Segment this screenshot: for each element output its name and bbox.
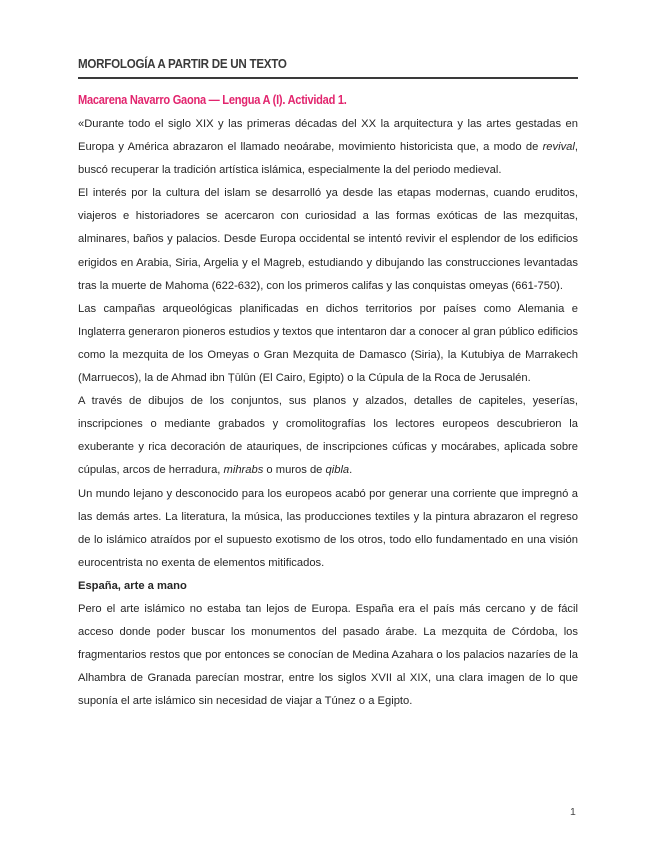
paragraph-6: Pero el arte islámico no estaba tan lejos de Europa. España era el país más cercano y de fácil acceso donde poder buscar los monumentos del pasado árabe. La mezquita de Córdoba, los fragmentarios restos que por entonces se conocían de Medina Azahara o los palacios nazaríes de la Alhambra de Granada parecían mostrar, entre los siglos XVII al XIX, una clara imagen de lo que suponía el arte islámico sin necesidad de viajar a Túnez o a Egipto. bbox=[78, 602, 578, 708]
paragraph-3: Las campañas arqueológicas planificadas en dichos territorios por países como Alemania e Inglaterra generaron pioneros estudios y textos que intentaron dar a conocer al gran público edificios como la mezquita de los Omeyas o Gran Mezquita de Damasco (Siria), la Kutubiya de Marrakech (Marruecos), la de Ahmad ibn Ṭūlūn (El Cairo, Egipto) o la Cúpula de la Roca de Jerusalén. bbox=[78, 302, 578, 385]
paragraph-1-text-b: , buscó recuperar la tradición artística islámica, especialmente la del periodo medieval. bbox=[78, 141, 578, 177]
author-subtitle: Macarena Navarro Gaona — Lengua A (I). Actividad 1. bbox=[78, 93, 347, 107]
document-title: MORFOLOGÍA A PARTIR DE UN TEXTO bbox=[78, 56, 287, 71]
section-heading: España, arte a mano bbox=[78, 579, 187, 592]
page-number: 1 bbox=[570, 806, 576, 818]
paragraph-1 bbox=[78, 113, 578, 182]
paragraph-4-text-a: A través de dibujos de los conjuntos, sus planos y alzados, detalles de capiteles, yeserías, inscripciones o mediante grabados y cromolitografías los lectores europeos descubrieron la exuberante y rica decoración de atauriques, de inscripciones cúficas y mocárabes, aplicada sobre cúpulas, arcos de herradura, bbox=[78, 395, 578, 477]
paragraph-2: El interés por la cultura del islam se desarrolló ya desde las etapas modernas, cuando eruditos, viajeros e historiadores se acercaron con curiosidad a las formas exóticas de las mezquitas, alminares, baños y palacios. Desde Europa occidental se intentó revivir el esplendor de los edificios erigidos en Arabia, Siria, Argelia y el Magreb, estudiando y dibujando las construcciones levantadas tras la muerte de Mahoma (622-632), con los primeros califas y las conquistas omeyas (661-750). bbox=[78, 187, 578, 292]
paragraph-4 bbox=[78, 390, 578, 482]
document-body bbox=[78, 113, 578, 713]
italic-term-revival: revival bbox=[542, 141, 575, 154]
italic-term-qibla: qibla bbox=[325, 464, 350, 477]
paragraph-4-text-c: . bbox=[349, 464, 353, 477]
paragraph-1-text-a: «Durante todo el siglo XIX y las primeras décadas del XX la arquitectura y las artes gestadas en Europa y América abrazaron el llamado neoárabe, movimiento historicista que, a modo de bbox=[78, 118, 578, 154]
italic-term-mihrabs: mihrabs bbox=[223, 464, 264, 477]
paragraph-4-text-b: o muros de bbox=[263, 464, 326, 477]
title-underline-divider bbox=[78, 77, 578, 79]
paragraph-5: Un mundo lejano y desconocido para los europeos acabó por generar una corriente que impregnó a las demás artes. La literatura, la música, las producciones textiles y la pintura abrazaron el regreso de lo islámico atraídos por el supuesto exotismo de los otros, todo ello fundamentado en una visión eurocentrista no exenta de elementos mitificados. bbox=[78, 487, 578, 569]
